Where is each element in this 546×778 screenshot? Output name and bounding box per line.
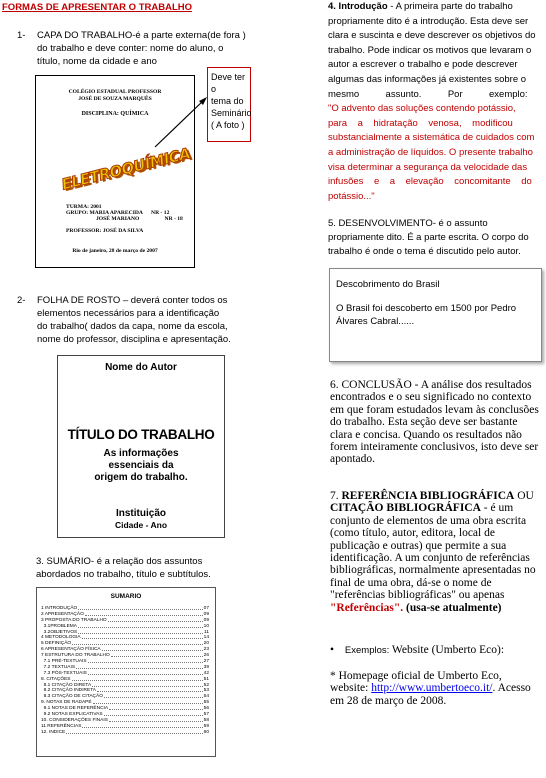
text-line: do trabalho. Esta seção deve ser bastante bbox=[330, 416, 518, 429]
example-line: infusões e a elevação concomitante do bbox=[328, 176, 532, 188]
summary-page-number: 55 bbox=[203, 700, 209, 706]
text-line: trabalho. Pode indicar os motivos que levaram o bbox=[328, 44, 532, 56]
section-desenvolvimento bbox=[328, 217, 546, 259]
arrow-icon bbox=[150, 95, 210, 155]
summary-page-number: 54 bbox=[203, 694, 209, 700]
text-line: conjunto de elementos de uma obra escrita bbox=[330, 514, 527, 527]
text-line: autor a escrever o trabalho e pode descrever bbox=[328, 59, 518, 71]
summary-entry: 1 INTRODUÇÃO bbox=[41, 606, 78, 611]
summary-page-number: 39 bbox=[203, 664, 209, 670]
dot-leader bbox=[78, 606, 202, 610]
summary-entry: 8.2 CITAÇÃO INDIRETA bbox=[41, 688, 96, 694]
callout-line: Seminário bbox=[211, 108, 252, 118]
callout-line: Deve ter o bbox=[211, 72, 246, 94]
text-line: elementos necessários para a identificação bbox=[37, 308, 220, 319]
rosto-city-year: Cidade - Ano bbox=[114, 520, 168, 530]
title-page-example bbox=[57, 355, 225, 538]
dot-leader bbox=[78, 630, 203, 634]
cover-professor: PROFESSOR: JOSÉ DA SILVA bbox=[66, 228, 144, 234]
summary-entry: 2 APRESENTAÇÃO bbox=[41, 611, 84, 617]
summary-row bbox=[41, 730, 209, 736]
dot-leader bbox=[111, 653, 203, 657]
highlight-note: (usa-se atualmente) bbox=[403, 601, 502, 614]
text-line: nome do professor, disciplina e apresentação. bbox=[37, 334, 231, 345]
text-line: em que foram estudados levam às conclusões bbox=[330, 403, 539, 416]
section-referencia bbox=[330, 490, 544, 614]
text-line: 6. CONCLUSÃO - A análise dos resultados bbox=[330, 379, 532, 391]
summary-entry: 9.2 NOTAS EXPLICATIVAS bbox=[41, 712, 103, 718]
summary-page-number: 14 bbox=[203, 635, 209, 641]
text-line: identificação. A um conjunto de referências bbox=[330, 552, 530, 565]
cover-school: JOSÉ DE SOUZA MARQUÊS bbox=[78, 96, 152, 102]
summary-page-number: 26 bbox=[203, 653, 209, 659]
dot-leader bbox=[88, 671, 203, 675]
section-number: 1- bbox=[17, 30, 26, 41]
section-capa bbox=[17, 29, 257, 68]
example-line: visa determinar a segurança da velocidade das bbox=[328, 161, 528, 173]
section-conclusao bbox=[330, 379, 544, 466]
text-line: 3. SUMÁRIO- é a relação dos assuntos bbox=[36, 556, 203, 567]
dot-leader bbox=[72, 641, 203, 645]
dot-leader bbox=[109, 706, 203, 710]
text-line: título, nome da cidade e ano bbox=[37, 56, 157, 67]
text-fragment: OU bbox=[514, 490, 534, 502]
summary-entry: 8.1 CITAÇÃO DIRETA bbox=[41, 682, 92, 688]
example-line bbox=[330, 644, 544, 657]
dot-leader bbox=[76, 665, 203, 669]
page-title: FORMAS DE APRESENTAR O TRABALHO bbox=[2, 2, 192, 13]
summary-page-number: 60 bbox=[203, 729, 209, 735]
summary-entry: 12. INDICE bbox=[41, 729, 66, 735]
text-line: em 28 de março de 2008. bbox=[330, 694, 447, 707]
example-line: potássio..." bbox=[328, 190, 375, 202]
summary-entry: 7.3 PÓS-TEXTUAIS bbox=[41, 670, 87, 676]
example-label: Exemplos: bbox=[344, 645, 390, 656]
summary-entry: 7 ESTRUTURA DO TRABALHO bbox=[41, 653, 110, 659]
summary-page-number: 53 bbox=[203, 688, 209, 694]
summary-page-number: 52 bbox=[203, 682, 209, 688]
summary-entry: 4 METODOLOGIA bbox=[41, 635, 81, 641]
text-line: forem inteiramente conclusivos, isto deve ser bbox=[330, 441, 539, 454]
dot-leader bbox=[108, 618, 203, 622]
dot-leader bbox=[88, 659, 203, 663]
cover-art-text: ELETROQUÍMICA bbox=[59, 144, 192, 194]
homepage-reference bbox=[330, 670, 544, 707]
section-number: 7. bbox=[330, 490, 342, 502]
cover-member: JOSÉ MARIANO NR - 18 bbox=[96, 216, 183, 222]
dot-leader bbox=[66, 730, 202, 734]
rosto-subtitle: essenciais da bbox=[108, 460, 174, 471]
summary-title: SUMARIO bbox=[110, 593, 142, 600]
text-line: 5. DESENVOLVIMENTO- é o assunto bbox=[328, 218, 488, 229]
callout-line: ( A foto ) bbox=[211, 120, 245, 130]
bullet-icon: • bbox=[330, 644, 335, 656]
summary-entry: 8. CITAÇÕES bbox=[41, 676, 71, 682]
summary-entry: 11 REFERÊNCIAS bbox=[41, 723, 82, 729]
text-fragment: . Acesso bbox=[492, 682, 531, 695]
summary-entry: 3.1PROBLEMA bbox=[41, 623, 77, 629]
summary-entry: 7.1 PRÉ-TEXTUAIS bbox=[41, 659, 87, 665]
homepage-link[interactable]: http://www.umbertoeco.it/ bbox=[371, 682, 493, 695]
text-line: (como título, autor, editora, local de bbox=[330, 527, 495, 540]
dot-leader bbox=[72, 677, 203, 681]
summary-entry: 3 PROPOSTA DO TRABALHO bbox=[41, 617, 107, 623]
text-fragment: website: bbox=[330, 682, 372, 695]
text-line: bibliográficas, normalmente apresentadas no bbox=[330, 564, 536, 577]
dot-leader bbox=[93, 700, 203, 704]
text-line: abordados no trabalho, título e subtítulos. bbox=[36, 569, 211, 580]
summary-page-number: 20 bbox=[203, 641, 209, 647]
dot-leader bbox=[78, 624, 203, 628]
summary-page-number: 27 bbox=[203, 659, 209, 665]
text-line: publicação e outras) que permite a sua bbox=[330, 539, 507, 552]
summary-entry: 5 DEFINIÇÃO bbox=[41, 641, 72, 647]
section-number: 2- bbox=[17, 295, 26, 306]
text-line: propriamente dito é a introdução. Esta deve ser bbox=[328, 15, 529, 27]
example-text: Website (Umberto Eco): bbox=[389, 644, 505, 656]
dot-leader bbox=[104, 712, 203, 716]
box-title: Descobrimento do Brasil bbox=[336, 279, 440, 290]
dot-leader bbox=[102, 647, 203, 651]
text-line: do trabalho( dados da capa, nome da escola, bbox=[37, 321, 228, 332]
section-heading: CITAÇÃO BIBLIOGRÁFICA bbox=[330, 502, 481, 515]
example-line: substancialmente a sistemática de cuidados com bbox=[328, 132, 535, 144]
section-heading: 4. Introdução bbox=[328, 1, 388, 12]
rosto-subtitle: origem do trabalho. bbox=[94, 472, 188, 483]
dot-leader bbox=[82, 635, 203, 639]
text-line: algumas das informações já existentes sobre o bbox=[328, 73, 527, 85]
cover-turma: TURMA: 2001 bbox=[66, 204, 102, 210]
rosto-author: Nome do Autor bbox=[105, 362, 177, 373]
text-line: clara e concisa. Quando os resultados não bbox=[330, 428, 522, 441]
summary-page-number: 56 bbox=[203, 706, 209, 712]
summary-page-number: 07 bbox=[203, 606, 209, 611]
summary-page-number: 51 bbox=[203, 676, 209, 682]
section-introducao bbox=[328, 0, 546, 204]
example-line: para a hidratação venosa, modificou bbox=[328, 117, 513, 129]
text-line: final de uma obra, dá-se o nome de bbox=[330, 576, 492, 589]
section-rosto bbox=[17, 294, 267, 346]
text-line: CAPA DO TRABALHO-é a parte externa(de fora ) bbox=[37, 30, 246, 41]
rosto-institution: Instituição bbox=[115, 508, 166, 519]
summary-page-number: 59 bbox=[203, 723, 209, 729]
text-line: FOLHA DE ROSTO – deverá conter todos os bbox=[37, 295, 228, 306]
box-line: Álvares Cabral...... bbox=[336, 316, 415, 327]
cover-date: Rio de janeiro, 28 de março de 2007 bbox=[72, 248, 158, 254]
cover-discipline: DISCIPLINA: QUÍMICA bbox=[81, 111, 149, 117]
summary-page-number: 10 bbox=[203, 623, 209, 629]
callout-box bbox=[207, 67, 251, 142]
highlight-text: "Referências". bbox=[330, 601, 404, 614]
rosto-title: TÍTULO DO TRABALHO bbox=[67, 427, 215, 442]
summary-page-number: 09 bbox=[203, 617, 209, 623]
summary-page-number: 09 bbox=[203, 611, 209, 617]
dot-leader bbox=[97, 688, 203, 692]
cover-group: GRUPO: MARIA APARECIDA NR - 12 bbox=[66, 210, 170, 216]
summary-page-number: 57 bbox=[203, 712, 209, 718]
text-line: - A primeira parte do trabalho bbox=[387, 1, 513, 12]
summary-entry: 7.2 TEXTUAIS bbox=[41, 664, 76, 670]
text-line: apontado. bbox=[330, 453, 376, 466]
dot-leader bbox=[85, 612, 203, 616]
summary-list bbox=[41, 606, 209, 736]
example-line: a administração de líquidos. O presente trabalho bbox=[328, 146, 533, 158]
dot-leader bbox=[92, 683, 202, 687]
summary-entry: 9.1 NOTAS DE REFERÊNCIA bbox=[41, 706, 109, 712]
rosto-subtitle: As informações bbox=[103, 448, 179, 459]
text-line: trabalho é onde o tema é discutido pelo autor. bbox=[328, 246, 521, 257]
dot-leader bbox=[82, 724, 202, 728]
text-line: mesmo assunto. Por exemplo: bbox=[328, 88, 528, 100]
summary-entry: 6 APRESENTAÇÃO FÍSICA bbox=[41, 647, 101, 653]
summary-entry: 8.3 CITAÇÃO DE CITAÇÃO bbox=[41, 694, 103, 700]
text-line: do trabalho e deve conter: nome do aluno, o bbox=[37, 43, 224, 54]
callout-line: tema do bbox=[211, 96, 244, 106]
text-fragment: - é um bbox=[480, 502, 514, 515]
dot-leader bbox=[104, 694, 203, 698]
summary-entry: 9. NOTAS DE RADAPÉ bbox=[41, 700, 92, 706]
text-line: clara e suscinta e deve descrever os objetivos do bbox=[328, 30, 536, 42]
summary-page-number: 11 bbox=[204, 629, 209, 635]
text-line: "referências bibliográficas" ou apenas bbox=[330, 589, 505, 602]
text-line: * Homepage oficial de Umberto Eco, bbox=[330, 670, 502, 682]
box-line: O Brasil foi descoberto em 1500 por Pedro bbox=[336, 303, 517, 314]
section-heading: REFERÊNCIA BIBLIOGRÁFICA bbox=[341, 490, 515, 502]
summary-page-number: 23 bbox=[203, 647, 209, 653]
summary-entry: 10. CONSIDERAÇÕES FINAIS bbox=[41, 717, 108, 723]
cover-school: COLÉGIO ESTADUAL PROFESSOR bbox=[68, 89, 162, 95]
dot-leader bbox=[109, 718, 203, 722]
example-line: "O advento das soluções contendo potássio, bbox=[328, 103, 516, 115]
text-line: encontrados e o seu significado no contexto bbox=[330, 391, 532, 404]
text-line: propriamente dito. É a parte escrita. O corpo do bbox=[328, 232, 529, 243]
development-example-box bbox=[329, 268, 542, 362]
summary-page-number: 42 bbox=[203, 670, 209, 676]
summary-page-number: 58 bbox=[203, 717, 209, 723]
summary-entry: 3.2OBJETIVOS bbox=[41, 629, 78, 635]
section-sumario bbox=[36, 555, 266, 581]
summary-example bbox=[36, 587, 216, 757]
